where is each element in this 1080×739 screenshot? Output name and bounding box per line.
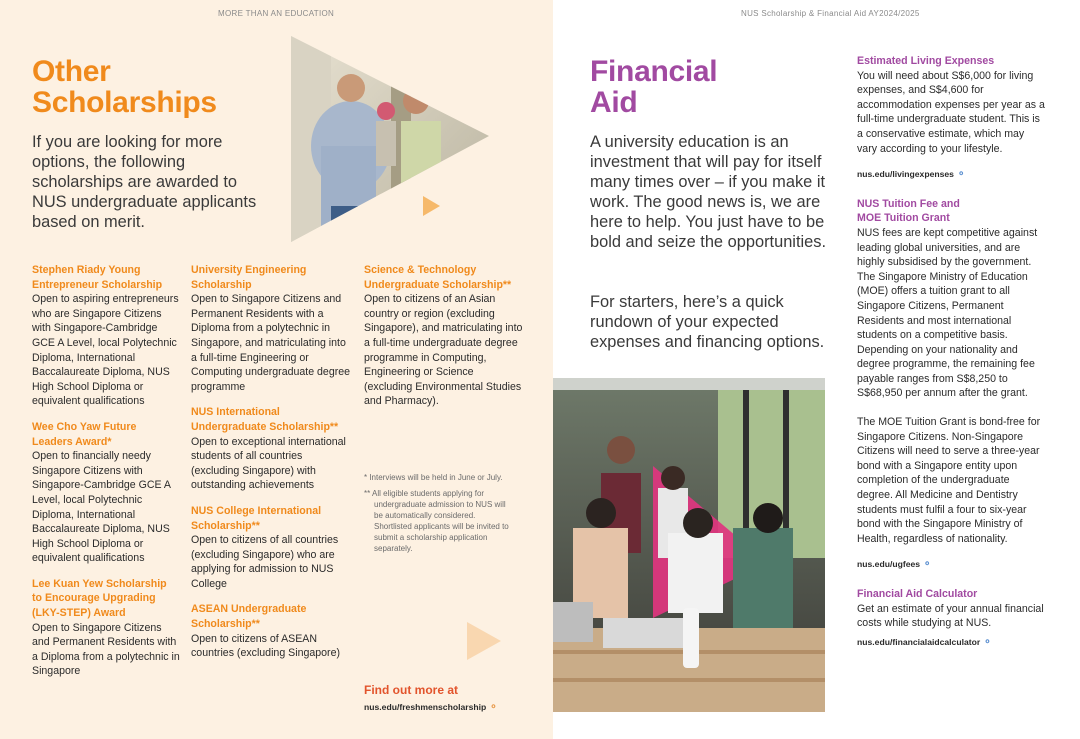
living-expenses-section xyxy=(857,54,1047,183)
tuition-fee-section xyxy=(857,197,1047,573)
scholarships-column-1 xyxy=(32,263,182,690)
scholarship-description: Open to citizens of all countries (excluding Singapore) who are applying for admission to NUS College xyxy=(191,534,339,590)
scholarship-description: Open to Singapore Citizens and Permanent Residents with a Diploma from a polytechnic in Singapore xyxy=(32,621,180,678)
footnote-interviews: * Interviews will be held in June or July. xyxy=(364,473,503,482)
intro-text: If you are looking for more options, the following scholarships are awarded to NUS undergraduate applicants based on merit. xyxy=(32,133,257,231)
decorative-triangle xyxy=(423,196,440,216)
link-tag-icon: ⚬ xyxy=(983,636,992,648)
freshmen-scholarship-link[interactable]: nus.edu/freshmenscholarship ⚬ xyxy=(364,702,498,713)
calculator-title: Financial Aid Calculator xyxy=(857,588,978,600)
scholarship-title: NUS International Undergraduate Scholarship** xyxy=(191,406,339,433)
calculator-text: Get an estimate of your annual financial costs while studying at NUS. xyxy=(857,602,1044,630)
link-tag-icon: ⚬ xyxy=(489,702,498,713)
scholarship-nus-international-undergraduate xyxy=(191,405,351,493)
living-expenses-link[interactable]: nus.edu/livingexpenses ⚬ xyxy=(857,167,1047,183)
financial-aid-calculator-section xyxy=(857,587,1047,650)
tuition-fee-title: NUS Tuition Fee and MOE Tuition Grant xyxy=(857,197,960,225)
scholarship-title: NUS College International Scholarship** xyxy=(191,504,322,532)
financial-aid-rundown: For starters, here’s a quick rundown of your expected expenses and financing options. xyxy=(590,293,825,351)
scholarship-description: Open to exceptional international students of all countries (excluding Singapore) with outstanding achievements xyxy=(191,435,346,492)
find-out-more-heading: Find out more at xyxy=(364,683,458,697)
scholarship-title: Stephen Riady Young Entrepreneur Scholarship xyxy=(32,264,163,291)
students-walking-photo xyxy=(291,36,489,242)
scholarship-title: Lee Kuan Yew Scholarship to Encourage Upgrading (LKY-STEP) Award xyxy=(32,577,167,620)
scholarship-lky-step xyxy=(32,577,182,679)
scholarship-description: Open to citizens of an Asian country or region (excluding Singapore), and matriculating into a full-time undergraduate degree programme in Computing, Engineering or Science (excluding Environmental Studies and Pharmacy). xyxy=(364,293,523,408)
scholarship-title: Science & Technology Undergraduate Scholarship** xyxy=(364,264,512,291)
scholarship-asean-undergraduate xyxy=(191,602,351,660)
footnotes xyxy=(364,472,514,559)
scholarship-wee-cho-yaw xyxy=(32,420,182,566)
students-studying-photo xyxy=(553,378,825,712)
running-head-right: NUS Scholarship & Financial Aid AY2024/2025 xyxy=(741,9,920,18)
page-title-other-scholarships: Other Scholarships xyxy=(32,55,217,119)
financial-info-column xyxy=(857,54,1047,664)
scholarships-column-3 xyxy=(364,263,524,420)
scholarship-stephen-riady xyxy=(32,263,182,409)
tuition-grant-bond-text: The MOE Tuition Grant is bond-free for Singapore Citizens. Non-Singapore Citizens will need to serve a three-year bond with a Singapore entity upon completion of the undergraduate degree. All Medicine and Dentistry students must fulfil a four to six-year bond with the Singapore Ministry of Health, regardless of nationality. xyxy=(857,416,1041,545)
financial-aid-calculator-link[interactable]: nus.edu/financialaidcalculator ⚬ xyxy=(857,635,1047,651)
footnote-eligibility: ** All eligible students applying for undergraduate admission to NUS will be automatically considered. Shortlisted applicants will be invited to submit a scholarship application separately. xyxy=(364,489,509,553)
decorative-triangle-large xyxy=(467,622,501,660)
financial-aid-intro: A university education is an investment that will pay for itself many times over – if you make it work. The good news is, we are here to help. You just have to be bold and seize the opportunities. xyxy=(590,133,827,251)
scholarship-description: Open to citizens of ASEAN countries (excluding Singapore) xyxy=(191,632,340,660)
page-title-financial-aid: Financial Aid xyxy=(590,55,718,119)
scholarships-column-2 xyxy=(191,263,351,672)
living-expenses-title: Estimated Living Expenses xyxy=(857,55,995,67)
scholarship-science-technology xyxy=(364,263,524,409)
living-expenses-text: You will need about S$6,000 for living expenses, and S$4,600 for accommodation expenses per year as a full-time undergraduate student. This is a conservative estimate, which may vary according to your lifestyle. xyxy=(857,69,1045,155)
right-page xyxy=(553,0,1080,739)
link-tag-icon: ⚬ xyxy=(923,559,932,571)
scholarship-description: Open to Singapore Citizens and Permanent Residents with a Diploma from a polytechnic in Singapore, and matriculating into a full-time Engineering or Computing undergraduate degree programme xyxy=(191,293,351,393)
scholarship-title: University Engineering Scholarship xyxy=(191,264,307,291)
scholarship-description: Open to financially needy Singapore Citizens with Singapore-Cambridge GCE A Level, local Polytechnic Diploma, International Baccalaureate Diploma, NUS High School Diploma or equivalent qualifications xyxy=(32,450,171,565)
scholarship-description: Open to aspiring entrepreneurs who are Singapore Citizens with Singapore-Cambridge GCE A Level, local Polytechnic Diploma, International Baccalaureate Diploma, NUS High School Diploma or equivalent qualifications xyxy=(32,293,179,408)
scholarship-university-engineering xyxy=(191,263,351,394)
scholarship-title: Wee Cho Yaw Future Leaders Award* xyxy=(32,420,137,448)
ugfees-link[interactable]: nus.edu/ugfees ⚬ xyxy=(857,557,1047,573)
scholarship-title: ASEAN Undergraduate Scholarship** xyxy=(191,603,307,631)
tuition-fee-text: NUS fees are kept competitive against leading global universities, and are highly subsidised by the government. The Singapore Ministry of Education (MOE) offers a tuition grant to all Singapore Citizens, Permanent Residents and most international students on a competitive basis. Depending on your nationality and degree programme, the remaining fee payable ranges from S$8,250 to S$68,950 per annum after the grant. xyxy=(857,226,1038,400)
scholarship-nus-college-international xyxy=(191,504,351,592)
link-tag-icon: ⚬ xyxy=(956,169,966,181)
running-head-left: MORE THAN AN EDUCATION xyxy=(218,9,335,18)
